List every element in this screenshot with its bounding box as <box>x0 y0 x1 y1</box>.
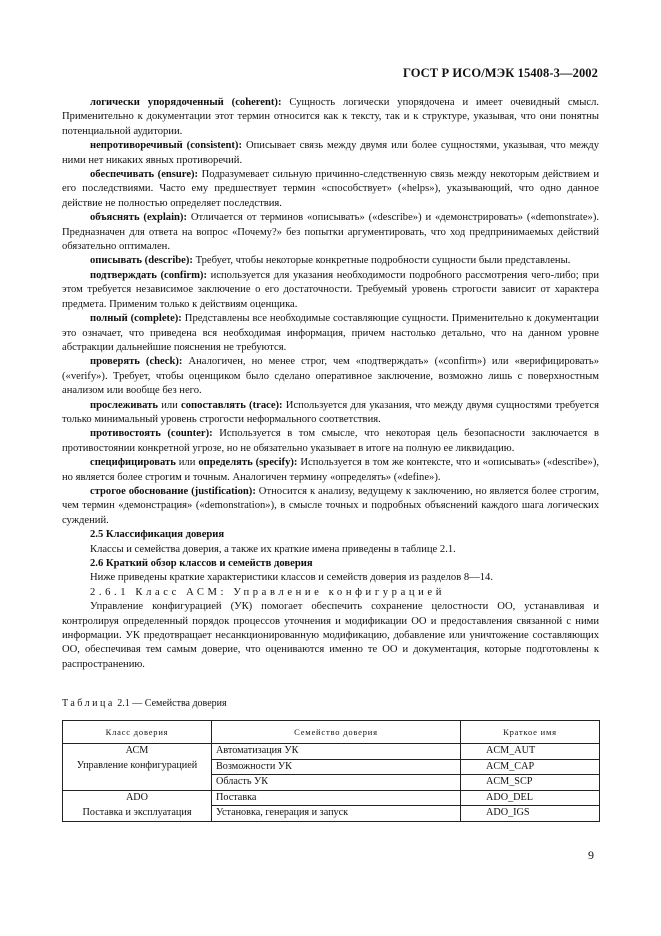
term-definition <box>62 96 599 139</box>
term-text: Представлены все необходимые составляющие сущности. Применительно к документации это означает, что приведена вся необходимая информация, причем настолько детально, что на данном уровне абстракции дальнейшие пояснения не требуются. <box>62 313 599 353</box>
term-label: специфицировать <box>90 457 176 469</box>
document-body <box>62 96 599 672</box>
short-name-cell <box>461 806 600 822</box>
document-header: ГОСТ Р ИСО/МЭК 15408-3—2002 <box>402 66 598 80</box>
section-2-6-1-heading: 2.6.1 Класс АСМ: Управление конфигурацией <box>90 586 445 598</box>
short-name-value: ACM_CAP <box>486 760 535 772</box>
page-number: 9 <box>588 848 594 862</box>
term-label: противостоять (counter): <box>90 428 213 440</box>
short-name-cell <box>461 775 600 791</box>
term-label: подтверждать (confirm): <box>90 269 207 281</box>
term-text: используется для указания необходимости подробного рассмотрения чего-либо; при этом требуется независимое заключение о его достаточности. Требуемый уровень строгости зависит от характера предмета. Применим только к действиям оценщика. <box>62 269 599 310</box>
col-header-short-name: Краткое имя <box>461 721 600 744</box>
family-cell: Поставка <box>212 790 461 806</box>
short-name-value: ADO_DEL <box>486 791 533 803</box>
class-cell: Управление конфигурацией <box>63 759 212 775</box>
section-2-6-text: Ниже приведены краткие характеристики классов и семейств доверия из разделов 8—14. <box>90 572 493 584</box>
section-2-5-heading: 2.5 Классификация доверия <box>90 529 225 541</box>
col-header-family: Семейство доверия <box>212 721 461 744</box>
term-definition <box>62 139 599 168</box>
table-caption-title: 2.1 — Семейства доверия <box>114 698 227 709</box>
table-caption-label: Таблица <box>62 698 115 709</box>
term-definition <box>62 254 599 268</box>
class-cell <box>63 775 212 791</box>
table-row <box>63 744 600 760</box>
table-row <box>63 759 600 775</box>
term-definition <box>62 456 599 485</box>
term-definition <box>62 168 599 211</box>
table-header-row <box>63 721 600 744</box>
table-row <box>63 806 600 822</box>
term-label: обеспечивать (ensure): <box>90 169 199 181</box>
section-2-6-heading: 2.6 Краткий обзор классов и семейств доверия <box>90 558 313 569</box>
term-label: непротиворечивый (consistent): <box>90 140 242 152</box>
term-label: сопоставлять (trace): <box>181 399 283 411</box>
short-name-value: ACM_AUT <box>486 745 536 756</box>
term-label: логически упорядоченный (coherent): <box>90 97 282 108</box>
term-text: Относится к анализу, ведущему к заключению, но является более строгим, чем термин «демонстрация» («demonstration»), в смысле точных и подробных объяснений каждого шага логических суждений. <box>62 485 599 526</box>
term-text: Используется в том же контексте, что и «описывать» («describe»), но является более строгим и точным. Аналогичен термину «определять» («define»). <box>62 457 599 483</box>
terms-list <box>62 96 599 528</box>
term-definition <box>62 269 599 312</box>
table-body <box>63 744 600 822</box>
term-text: Используется для указания, что между двумя сущностями требуется только минимальный уровень строгости неформального соответствия. <box>62 399 599 425</box>
short-name-cell <box>461 759 600 775</box>
term-text: Аналогичен, но менее строг, чем «подтверждать» («confirm») или «верифицировать» («verify»). Требует, чтобы оценщиком было сделано оперативное заключение, возможно лишь с поверхностным анализом или вообще без него. <box>62 356 599 397</box>
family-cell: Автоматизация УК <box>212 744 461 760</box>
term-text: Подразумевает сильную причинно-следственную связь между некоторым действием и его последствиями. Часто ему предшествует термин «способствует» («helps»), указывающий, что одно данное действие не полностью определяет последствия. <box>62 169 599 209</box>
section-2-6-1-text: Управление конфигурацией (УК) помогает обеспечить сохранение целостности ОО, устанавливая и контролируя определенный порядок процессов уточнения и модификации ОО и предоставления связанной с ними информации. УК предотвращает несанкционированную модификацию, добавление или уничтожение составляющих ОО, обеспечивая тем самым доверие, что оцениваются именно те ОО и документация, которые подготовлены к распространению. <box>62 601 599 670</box>
term-text: Используется в том смысле, что некоторая цель безопасности заключается в противостоянии конкретной угрозе, но не обязательно указывает в итоге на полную ее ликвидацию. <box>62 428 599 454</box>
class-cell: Поставка и эксплуатация <box>63 806 212 822</box>
term-label: определять (specify): <box>198 457 298 469</box>
term-text: Сущность логически упорядочена и имеет очевидный смысл. Применительно к документации этот термин относится как к тексту, так и к структуре, указывая, что они понятны потенциальной аудитории. <box>62 97 600 137</box>
short-name-cell <box>461 744 600 760</box>
term-connector: или <box>175 457 199 469</box>
term-label: полный (complete): <box>90 313 182 325</box>
term-text: Требует, чтобы некоторые конкретные подробности сущности были представлены. <box>192 255 571 267</box>
table-row <box>63 775 600 791</box>
section-2-5-text: Классы и семейства доверия, а также их краткие имена приведены в таблице 2.1. <box>90 543 456 555</box>
term-text: Описывает связь между двумя или более сущностями, указывая, что между ними нет никаких явных противоречий. <box>62 140 599 166</box>
term-label: описывать (describe): <box>90 255 193 267</box>
term-definition <box>62 355 599 398</box>
term-definition <box>62 427 599 456</box>
col-header-class: Класс доверия <box>63 721 212 744</box>
term-definition <box>62 485 599 528</box>
class-cell: АСМ <box>63 744 212 760</box>
term-connector: или <box>157 399 182 411</box>
term-label: проверять (check): <box>90 356 183 368</box>
term-label: строгое обоснование (justification): <box>90 485 256 497</box>
term-label: прослеживать <box>90 399 158 411</box>
family-cell: Установка, генерация и запуск <box>212 806 461 822</box>
table-caption <box>62 698 227 709</box>
term-definition <box>62 399 599 428</box>
term-label: объяснять (explain): <box>90 212 187 224</box>
short-name-cell <box>461 790 600 806</box>
table-row <box>63 790 600 806</box>
term-text: Отличается от терминов «описывать» («describe») и «демонстрировать» («demonstrate»). Предназначен для ответа на вопрос «Почему?» без попытки аргументировать, что ход предпринимаемых действий обязательно оптимален. <box>62 212 600 253</box>
term-definition <box>62 211 599 254</box>
family-cell: Область УК <box>212 775 461 791</box>
short-name-value: ACM_SCP <box>486 776 533 787</box>
short-name-value: ADO_IGS <box>486 807 530 818</box>
family-cell: Возможности УК <box>212 759 461 775</box>
assurance-families-table <box>62 720 600 822</box>
class-cell: ADO <box>63 790 212 806</box>
term-definition <box>62 312 599 355</box>
